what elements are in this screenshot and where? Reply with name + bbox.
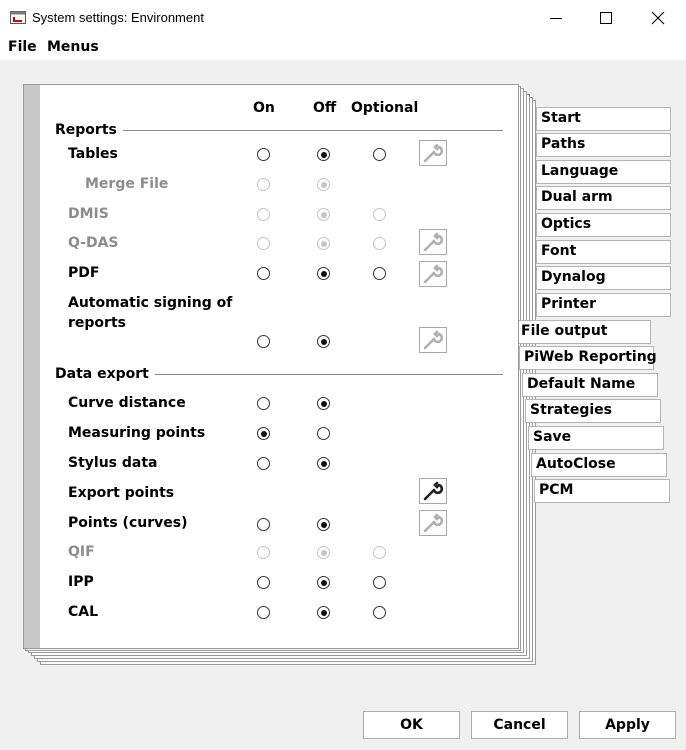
radio-ipp-off[interactable] [317, 576, 330, 589]
menu-bar [0, 36, 686, 60]
radio-ipp-on[interactable] [257, 576, 270, 589]
settings-window-icon [10, 11, 26, 24]
radio-stylus-data-off[interactable] [317, 457, 330, 470]
minimize-icon [549, 11, 563, 25]
radio-ipp-optional[interactable] [373, 576, 386, 589]
row-label-cal: CAL [68, 604, 99, 620]
radio-q-das-on [257, 237, 270, 250]
maximize-icon [599, 11, 613, 25]
tab-optics[interactable]: Optics [536, 213, 671, 237]
radio-cal-on[interactable] [257, 606, 270, 619]
radio-qif-on [257, 546, 270, 559]
radio-merge-file-off [317, 178, 330, 191]
column-off: Off [313, 100, 337, 116]
radio-q-das-off [317, 237, 330, 250]
menu-menus[interactable]: Menus [47, 39, 99, 55]
wrench-icon [422, 481, 444, 501]
tab-dynalog[interactable]: Dynalog [536, 266, 671, 290]
row-label-ipp: IPP [68, 574, 94, 590]
wrench-icon [422, 513, 444, 533]
panel-left-strip [24, 85, 40, 648]
radio-merge-file-on [257, 178, 270, 191]
column-optional: Optional [351, 100, 419, 116]
row-label-tables: Tables [68, 146, 118, 162]
apply-button[interactable]: Apply [579, 711, 676, 739]
row-label-stylus-data: Stylus data [68, 455, 158, 471]
tab-autoclose[interactable]: AutoClose [531, 453, 667, 477]
radio-points-curves-off[interactable] [317, 518, 330, 531]
radio-dmis-optional [373, 208, 386, 221]
radio-auto-signing-on[interactable] [257, 335, 270, 348]
radio-qif-off [317, 546, 330, 559]
radio-measuring-points-off[interactable] [317, 427, 330, 440]
radio-qif-optional [373, 546, 386, 559]
tab-start[interactable]: Start [536, 107, 671, 131]
radio-auto-signing-off[interactable] [317, 335, 330, 348]
wrench-icon [422, 330, 444, 350]
radio-curve-distance-on[interactable] [257, 397, 270, 410]
close-icon [651, 11, 665, 25]
cancel-button[interactable]: Cancel [471, 711, 568, 739]
radio-cal-off[interactable] [317, 606, 330, 619]
export-points-settings-button[interactable] [419, 478, 447, 504]
row-label-curve-distance: Curve distance [68, 395, 186, 411]
tab-language[interactable]: Language [536, 160, 671, 184]
section-separator [56, 130, 503, 131]
radio-pdf-off[interactable] [317, 267, 330, 280]
tab-default-name[interactable]: Default Name [522, 373, 658, 397]
row-label-pdf: PDF [68, 265, 100, 281]
menu-file[interactable]: File [8, 39, 37, 55]
minimize-button[interactable] [530, 0, 582, 36]
radio-q-das-optional [373, 237, 386, 250]
row-label-merge-file: Merge File [85, 176, 169, 192]
window-title: System settings: Environment [32, 10, 204, 25]
radio-pdf-optional[interactable] [373, 267, 386, 280]
radio-points-curves-on[interactable] [257, 518, 270, 531]
auto-signing-settings-button[interactable] [419, 327, 447, 353]
row-label-export-points: Export points [68, 485, 175, 501]
close-button[interactable] [632, 0, 684, 36]
column-on: On [253, 100, 275, 116]
maximize-button[interactable] [580, 0, 632, 36]
radio-stylus-data-on[interactable] [257, 457, 270, 470]
radio-tables-off[interactable] [317, 148, 330, 161]
wrench-icon [422, 264, 444, 284]
tab-piweb-reporting[interactable]: PiWeb Reporting [519, 346, 654, 370]
tab-pcm[interactable]: PCM [534, 479, 670, 503]
row-label-automatic-signing: Automatic signing of reports [68, 295, 233, 331]
tab-strategies[interactable]: Strategies [525, 399, 661, 423]
radio-tables-optional[interactable] [373, 148, 386, 161]
tab-dual-arm[interactable]: Dual arm [536, 186, 671, 210]
tab-printer[interactable]: Printer [536, 293, 671, 317]
ok-button[interactable]: OK [363, 711, 460, 739]
radio-dmis-off [317, 208, 330, 221]
tab-save[interactable]: Save [528, 426, 664, 450]
q-das-settings-button[interactable] [419, 229, 447, 255]
radio-curve-distance-off[interactable] [317, 397, 330, 410]
radio-tables-on[interactable] [257, 148, 270, 161]
section-reports: Reports [55, 122, 123, 138]
title-bar [0, 0, 686, 36]
row-label-q-das: Q-DAS [68, 235, 119, 251]
tables-settings-button[interactable] [419, 140, 447, 166]
pdf-settings-button[interactable] [419, 261, 447, 287]
row-label-qif: QIF [68, 544, 95, 560]
wrench-icon [422, 232, 444, 252]
tab-file-output[interactable]: File output [516, 320, 651, 344]
wrench-icon [422, 143, 444, 163]
row-label-measuring-points: Measuring points [68, 425, 206, 441]
radio-measuring-points-on[interactable] [257, 427, 270, 440]
radio-cal-optional[interactable] [373, 606, 386, 619]
tab-font[interactable]: Font [536, 240, 671, 264]
section-data-export: Data export [55, 366, 155, 382]
row-label-dmis: DMIS [68, 206, 109, 222]
points-curves-settings-button[interactable] [419, 510, 447, 536]
radio-dmis-on [257, 208, 270, 221]
radio-pdf-on[interactable] [257, 267, 270, 280]
tab-paths[interactable]: Paths [536, 133, 671, 157]
row-label-points-curves: Points (curves) [68, 515, 188, 531]
